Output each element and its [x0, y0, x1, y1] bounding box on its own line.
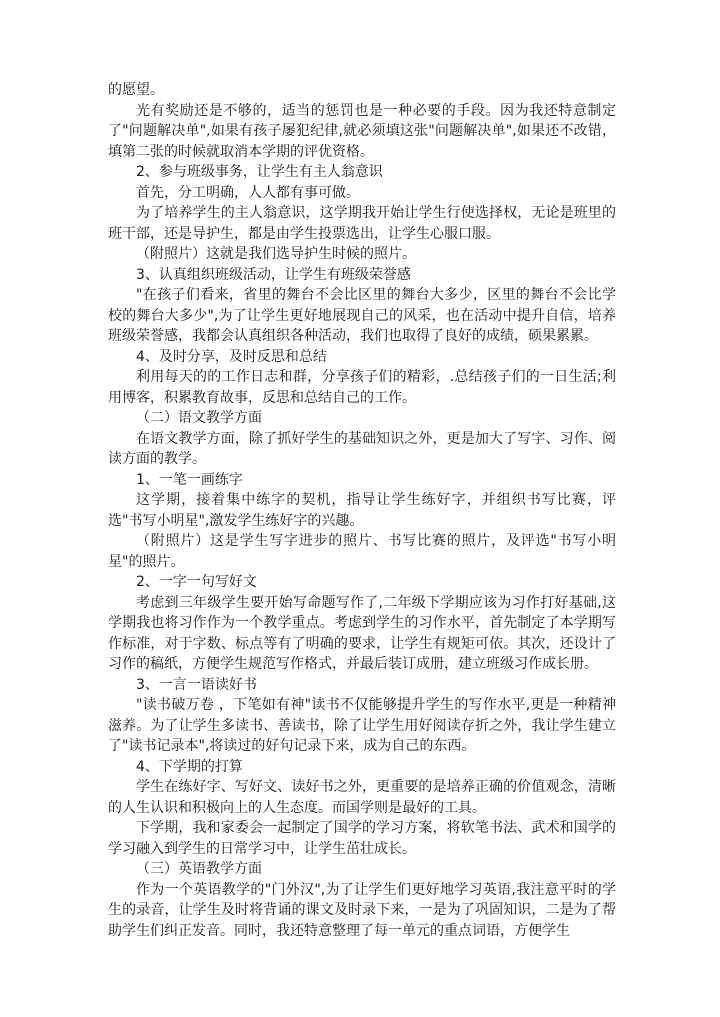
paragraph: "读书破万卷 ，下笔如有神"读书不仅能够提升学生的写作水平,更是一种精神滋养。为了让学生多读书、善读书，除了让学生用好阅读存折之外，我让学生建立了"读书记录本",将读过的好句记录下来，成为自己的东西。 [108, 697, 616, 754]
section-heading: 4、下学期的打算 [136, 758, 243, 775]
paragraph: 的愿望。 [108, 82, 164, 98]
section-heading: 2、一字一句写好文 [136, 574, 257, 590]
document-page [108, 80, 616, 941]
paragraph: （附照片）这就是我们选导护生时候的照片。 [136, 246, 416, 262]
paragraph: 为了培养学生的主人翁意识，这学期我开始让学生行使选择权，无论是班里的班干部，还是导护生，都是由学生投票选出，让学生心服口服。 [108, 205, 616, 242]
paragraph: 学生在练好字、写好文、读好书之外，更重要的是培养正确的价值观念，清晰的人生认识和积极向上的人生态度。而国学则是最好的工具。 [108, 779, 616, 816]
paragraph: 首先，分工明确，人人都有事可做。 [136, 184, 360, 201]
section-heading: （三）英语教学方面 [136, 861, 262, 877]
section-heading: 2、参与班级事务，让学生有主人翁意识 [136, 164, 383, 180]
section-heading: 4、及时分享，及时反思和总结 [136, 348, 327, 365]
section-heading: （二）语文教学方面 [136, 410, 262, 426]
paragraph: 利用每天的的工作日志和群，分享孩子们的精彩，.总结孩子们的一日生活;利用博客，积累教育故事，反思和总结自己的工作。 [108, 369, 616, 406]
paragraph: 光有奖励还是不够的，适当的惩罚也是一种必要的手段。因为我还特意制定了"问题解决单",如果有孩子屡犯纪律,就必须填这张"问题解决单",如果还不改错，填第二张的时候就取消本学期的评优资格。 [108, 102, 616, 160]
paragraph: 下学期，我和家委会一起制定了国学的学习方案，将软笔书法、武术和国学的学习融入到学生的日常学习中，让学生茁壮成长。 [108, 820, 616, 857]
paragraph: 作为一个英语教学的"门外汉",为了让学生们更好地学习英语,我注意平时的学生的录音，让学生及时将背诵的课文及时录下来，一是为了巩固知识，二是为了帮助学生们纠正发音。同时，我还特意整理了每一单元的重点词语，方便学生 [108, 881, 616, 939]
section-heading: 3、认真组织班级活动，让学生有班级荣誉感 [136, 266, 411, 283]
section-heading: 1、一笔一画练字 [136, 471, 243, 488]
paragraph: （附照片）这是学生写字进步的照片、书写比赛的照片，及评选"书写小明星"的照片。 [108, 533, 616, 570]
paragraph: "在孩子们看来，省里的舞台不会比区里的舞台大多少，区里的舞台不会比学校的舞台大多少",为了让学生更好地展现自己的风采，也在活动中提升自信，培养班级荣誉感，我都会认真组织各种活动，我们也取得了良好的成绩，硕果累累。 [108, 287, 616, 344]
paragraph: 在语文教学方面，除了抓好学生的基础知识之外，更是加大了写字、习作、阅读方面的教学。 [108, 430, 616, 467]
paragraph: 考虑到三年级学生要开始写命题写作了,二年级下学期应该为习作打好基础,这学期我也将习作作为一个教学重点。考虑到学生的习作水平，首先制定了本学期写作标准，对于字数、标点等有了明确的要求，让学生有规矩可依。其次，还设计了习作的稿纸，方便学生规范写作格式，并最后装订成册，建立班级习作成长册。 [108, 594, 616, 672]
section-heading: 3、一言一语读好书 [136, 676, 257, 693]
paragraph: 这学期，接着集中练字的契机，指导让学生练好字，并组织书写比赛，评选"书写小明星",激发学生练好字的兴趣。 [108, 492, 616, 529]
